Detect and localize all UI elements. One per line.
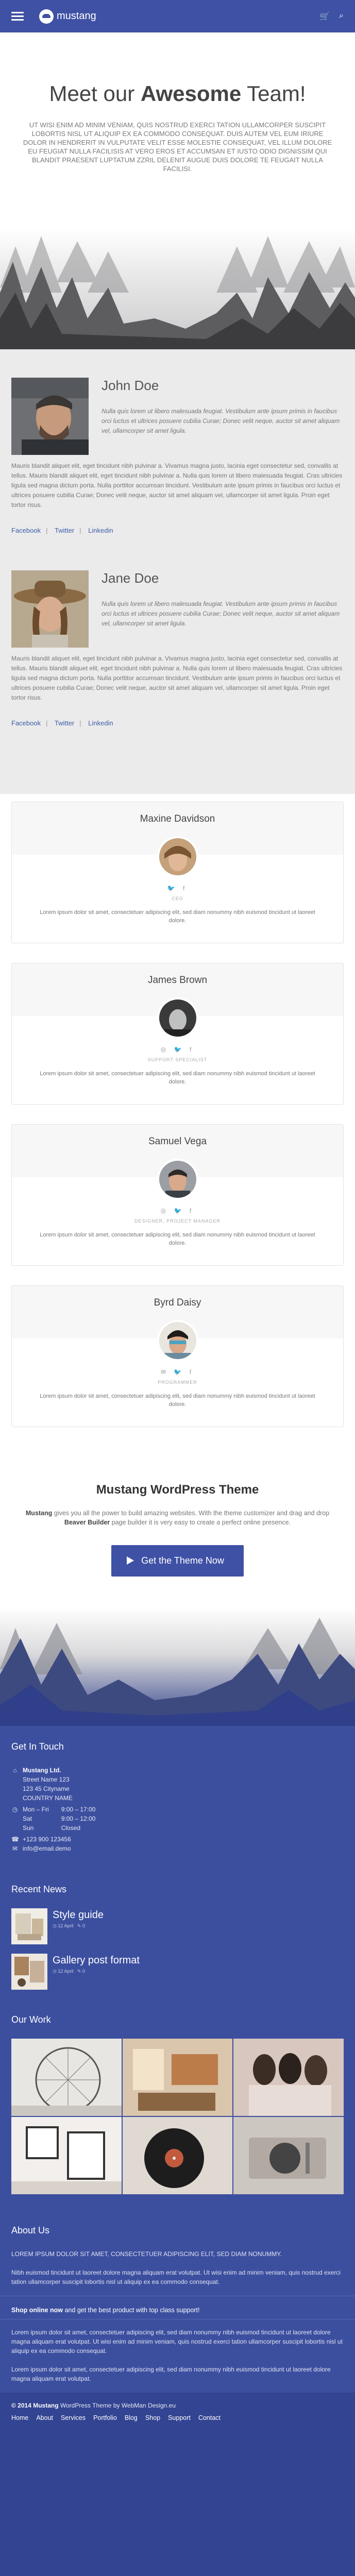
email[interactable]: info@email.demo: [23, 1845, 71, 1852]
portfolio-item[interactable]: [123, 2039, 233, 2116]
footer-nav-portfolio[interactable]: Portfolio: [93, 2414, 117, 2421]
country: COUNTRY NAME: [23, 1794, 73, 1802]
card-text: Lorem ipsum dolor sit amet, consectetuer adipiscing elit, sed diam nonummy nibh euismod tincidunt ut laoreet dolore.: [40, 909, 315, 924]
member-name: John Doe: [102, 378, 159, 393]
card-text: Lorem ipsum dolor sit amet, consectetuer adipiscing elit, sed diam nonummy nibh euismod tincidunt ut laoreet dolore.: [40, 1232, 315, 1246]
footer-nav-support[interactable]: Support: [168, 2414, 191, 2421]
contact-info: [11, 1766, 344, 1853]
footer-nav-about[interactable]: About: [36, 2414, 54, 2421]
card-social-icons[interactable]: ◎ 🐦 f: [160, 1207, 195, 1214]
cta-text: Mustang gives you all the power to build amazing websites. With the theme customizer and drag and drop Beaver Builder page builder it is very easy to create a perfect online presence.: [25, 1510, 330, 1526]
team-card: [11, 963, 344, 1105]
team-section: [0, 349, 355, 794]
card-social-icons[interactable]: ◎ 🐦 f: [160, 1046, 195, 1053]
twitter-link[interactable]: Twitter: [54, 719, 75, 727]
logo-icon: [39, 9, 54, 24]
news-item[interactable]: [11, 1954, 344, 1990]
news-title-text[interactable]: Gallery post format: [53, 1955, 140, 1966]
card-avatar: [157, 997, 198, 1039]
top-navigation-bar: [0, 0, 355, 32]
news-thumbnail: [11, 1954, 47, 1990]
news-meta: ◷ 12 April ✎ 0: [53, 1923, 85, 1928]
site-footer: [0, 1726, 355, 2566]
card-role: SUPPORT SPECIALIST: [147, 1057, 208, 1062]
contact-title: Get In Touch: [11, 1741, 64, 1752]
team-cards: [0, 794, 355, 1452]
page-title: Meet our Awesome Team!: [49, 81, 306, 106]
card-role: DESIGNER, PROJECT MANAGER: [134, 1218, 221, 1224]
about-section: [11, 2210, 344, 2286]
about-title: About Us: [11, 2225, 50, 2235]
news-title: Recent News: [11, 1884, 67, 1894]
card-text: Lorem ipsum dolor sit amet, consectetuer adipiscing elit, sed diam nonummy nibh euismod tincidunt ut laoreet dolore.: [40, 1071, 315, 1085]
team-member-john: [0, 378, 355, 534]
news-thumbnail: [11, 1908, 47, 1944]
news-meta: ◷ 12 April ✎ 0: [53, 1969, 85, 1974]
phone-icon: ☎: [11, 1836, 19, 1843]
recent-news: [11, 1908, 344, 1990]
footer-nav-contact[interactable]: Contact: [198, 2414, 221, 2421]
member-quote: Nulla quis lorem ut libero malesuada feugiat. Vestibulum ante ipsum primis in faucibus orci luctus et ultrices posuere cubilia Curae; Donec velit neque, auctor sit amet aliquam vel, ullamcorper sit amet ligula.: [102, 408, 340, 434]
shop-banner: Shop online now and get the best product with top class support!: [11, 2307, 200, 2314]
member-social-links: Facebook | Twitter | Linkedin: [11, 719, 113, 727]
email-icon: ✉: [12, 1845, 18, 1852]
card-role: PROGRAMMER: [158, 1380, 197, 1385]
portfolio-item[interactable]: [233, 2039, 344, 2116]
linkedin-link[interactable]: Linkedin: [88, 719, 113, 727]
footer-navigation: [11, 2414, 344, 2421]
card-social-icons[interactable]: 🐦 f: [167, 885, 188, 892]
card-text: Lorem ipsum dolor sit amet, consectetuer adipiscing elit, sed diam nonummy nibh euismod tincidunt ut laoreet dolore.: [40, 1393, 315, 1408]
card-role: CEO: [172, 896, 183, 901]
cta-section: [0, 1452, 355, 1577]
twitter-link[interactable]: Twitter: [54, 527, 75, 534]
member-quote: Nulla quis lorem ut libero malesuada feugiat. Vestibulum ante ipsum primis in faucibus orci luctus et ultrices posuere cubilia Curae; Donec velit neque, auctor sit amet aliquam vel, ullamcorper sit amet ligula.: [102, 600, 340, 627]
card-avatar: [157, 1159, 198, 1200]
news-item[interactable]: [11, 1908, 344, 1944]
get-theme-button[interactable]: Get the Theme Now: [111, 1545, 244, 1577]
news-title-text[interactable]: Style guide: [53, 1909, 104, 1921]
team-member-jane: [0, 570, 355, 727]
logo-text: mustang: [57, 10, 96, 22]
site-logo[interactable]: [39, 9, 96, 24]
forest-banner-image: [0, 1607, 355, 1726]
forest-image: [0, 215, 355, 349]
card-name: James Brown: [12, 963, 343, 1016]
card-name: Samuel Vega: [12, 1125, 343, 1177]
work-title: Our Work: [11, 2014, 51, 2025]
opening-hours: Mon – Fri 9:00 – 17:00 Sat 9:00 – 12:00 Sun Closed: [23, 1806, 96, 1832]
hamburger-menu-icon[interactable]: [11, 12, 24, 21]
member-photo: [11, 570, 89, 648]
copyright: © 2014 Mustang WordPress Theme by WebMan Design.eu: [11, 2402, 176, 2409]
member-name: Jane Doe: [102, 570, 159, 586]
member-social-links: Facebook | Twitter | Linkedin: [11, 527, 113, 534]
hero-section: [0, 32, 355, 349]
footer-nav-blog[interactable]: Blog: [124, 2414, 138, 2421]
card-social-icons[interactable]: ✉ 🐦 f: [161, 1368, 194, 1376]
cart-icon[interactable]: 🛒: [319, 12, 330, 21]
card-avatar: [157, 836, 198, 877]
facebook-link[interactable]: Facebook: [11, 527, 41, 534]
card-name: Maxine Davidson: [12, 802, 343, 855]
portfolio-item[interactable]: [11, 2039, 122, 2116]
linkedin-link[interactable]: Linkedin: [88, 527, 113, 534]
portfolio-item[interactable]: [123, 2117, 233, 2194]
team-card: [11, 802, 344, 943]
member-bio: Mauris blandit aliquet elit, eget tincidunt nibh pulvinar a. Vivamus magna justo, lacinia eget consectetur sed, convallis at tellus. Mauris blandit aliquet elit, eget tincidunt nibh pulvinar a. Nulla quis lorem ut libero malesuada feugiat. Cras ultricies ligula sed magna dictum porta. Nulla porttitor accumsan tincidunt. Vestibulum ante ipsum primis in faucibus orci luctus et ultrices posuere cubilia Curae; Donec velit neque, auctor sit amet aliquam vel, ullamcorper sit amet ligula. Proin eget tortor risus.: [11, 462, 343, 509]
about-upper: LOREM IPSUM DOLOR SIT AMET, CONSECTETUER ADIPISCING ELIT, SED DIAM NONUMMY.: [11, 2250, 282, 2258]
cta-title: Mustang WordPress Theme: [96, 1483, 259, 1497]
member-photo: [11, 378, 89, 455]
team-card: [11, 1285, 344, 1427]
location-icon: ⌂: [13, 1767, 17, 1774]
facebook-link[interactable]: Facebook: [11, 719, 41, 727]
card-avatar: [157, 1320, 198, 1361]
street: Street Name 123: [23, 1776, 70, 1783]
about-text: Nibh euismod tincidunt ut laoreet dolore magna aliquam erat volutpat. Ut wisi enim ad minim veniam, quis nostrud exerci tation ullamcorper suscipit lobortis nisl ut aliquip ex ea commodo consequat.: [11, 2269, 341, 2285]
search-icon[interactable]: ⌕: [339, 11, 344, 20]
phone[interactable]: +123 900 123456: [23, 1836, 71, 1843]
footer-nav-shop[interactable]: Shop: [145, 2414, 161, 2421]
footer-nav-services[interactable]: Services: [61, 2414, 86, 2421]
city: 123 45 Cityname: [23, 1785, 70, 1792]
portfolio-grid: [11, 2039, 344, 2194]
portfolio-item[interactable]: [233, 2117, 344, 2194]
clock-icon: ◷: [12, 1806, 18, 1813]
team-card: [11, 1124, 344, 1266]
footer-nav-home[interactable]: Home: [11, 2414, 29, 2421]
member-bio: Mauris blandit aliquet elit, eget tincidunt nibh pulvinar a. Vivamus magna justo, lacinia eget consectetur sed, convallis at tellus. Mauris blandit aliquet elit, eget tincidunt nibh pulvinar a. Nulla quis lorem ut libero malesuada feugiat. Cras ultricies ligula sed magna dictum porta. Nulla porttitor accumsan tincidunt. Vestibulum ante ipsum primis in faucibus orci luctus et ultrices posuere cubilia Curae; Donec velit neque, auctor sit amet aliquam vel, ullamcorper sit amet ligula. Proin eget tortor risus.: [11, 655, 343, 701]
card-name: Byrd Daisy: [12, 1286, 343, 1338]
company-name: Mustang Ltd.: [23, 1767, 61, 1774]
bottom-bar: [0, 2393, 355, 2576]
hero-subtitle: UT WISI ENIM AD MINIM VENIAM, QUIS NOSTRUD EXERCI TATION ULLAMCORPER SUSCIPIT LOBORTIS NISL UT ALIQUIP EX EA COMMODO CONSEQUAT. DUIS AUTEM VEL EUM IRIURE DOLOR IN HENDRERIT IN VULPUTATE VELIT ESSE MOLESTIE CONSEQUAT, VEL ILLUM DOLORE EU FEUGIAT NULLA FACILISIS AT VERO EROS ET ACCUMSAN ET IUSTO ODIO DIGNISSIM QUI BLANDIT PRAESENT LUPTATUM ZZRIL DELENIT AUGUE DUIS DOLORE TE FEUGAIT NULLA FACILISI.: [23, 121, 332, 173]
shop-text: Lorem ipsum dolor sit amet, consectetuer adipiscing elit, sed diam nonummy nibh euismod tincidunt ut laoreet dolore magna aliquam erat volutpat. Ut wisi enim ad minim veniam, quis nostrud exerci tation ullamcorper suscipit lobortis nisl ut aliquip ex ea commodo consequat. Lorem ipsum dolor sit amet, consectetuer adipiscing elit, sed diam nonummy nibh euismod tincidunt ut laoreet dolore magna aliquam erat volutpat.: [11, 2329, 343, 2382]
portfolio-item[interactable]: [11, 2117, 122, 2194]
